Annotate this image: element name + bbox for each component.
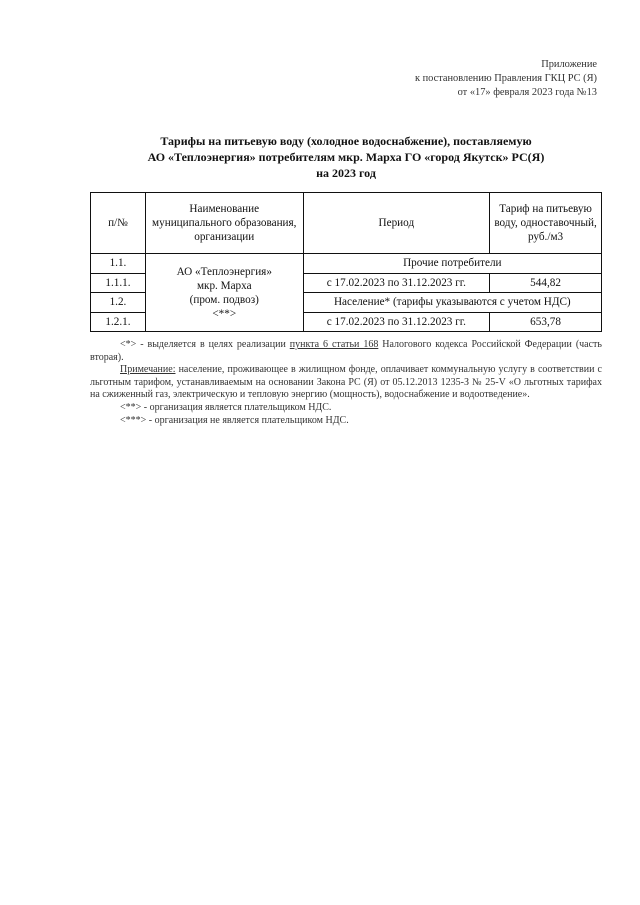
row-num: 1.2.1. [91,312,146,332]
appendix-line-3: от «17» февраля 2023 года №13 [457,87,597,98]
header-tariff: Тариф на питьевую воду, одноставочный, руб./м3 [490,193,602,254]
appendix-header [415,58,597,100]
footnote-vat-allocation [90,339,602,364]
footnote-text: <*> - выделяется в целях реализации [120,339,290,350]
footnote-non-vat-payer: <***> - организация не является плательщиком НДС. [120,414,349,426]
row-tariff: 544,82 [490,273,602,293]
footnotes [90,339,602,427]
org-name: АО «Теплоэнергия» [176,265,272,278]
title-line-3: на 2023 год [316,166,376,180]
row-period: с 17.02.2023 по 31.12.2023 гг. [303,273,489,293]
remark-label: Примечание: [120,364,176,376]
org-footnote-mark: <**> [212,307,237,320]
row-num: 1.1. [91,254,146,274]
section-label: Население* (тарифы указываются с учетом НДС) [303,293,601,313]
org-cell [145,254,303,332]
header-period: Период [303,193,489,254]
title-line-1: Тарифы на питьевую воду (холодное водоснабжение), поставляемую [160,134,532,148]
table-header-row [91,193,602,254]
row-tariff: 653,78 [490,312,602,332]
table-row [91,254,602,274]
tariff-table [90,192,602,332]
section-label: Прочие потребители [303,254,601,274]
org-delivery: (пром. подвоз) [189,293,259,306]
title-line-2: АО «Теплоэнергия» потребителям мкр. Марха ГО «город Якутск» РС(Я) [147,150,545,164]
appendix-line-1: Приложение [541,59,597,70]
row-num: 1.2. [91,293,146,313]
row-num: 1.1.1. [91,273,146,293]
org-district: мкр. Марха [196,279,252,292]
tax-code-link[interactable]: пункта 6 статьи 168 [289,339,379,350]
footnote-vat-payer: <**> - организация является плательщиком НДС. [120,401,332,413]
header-org: Наименование муниципального образования, организации [145,193,303,254]
row-period: с 17.02.2023 по 31.12.2023 гг. [303,312,489,332]
header-num: п/№ [91,193,146,254]
remark-text: население, проживающее в жилищном фонде, оплачивает коммунальную услугу в соответствии с льготным тарифом, устанавливаемым на основании Закона РС (Я) от 05.12.2013 1235-З № 25-V «О льготных тарифах на сжиженный газ, электрическую и тепловую энергию (мощность), водоснабжение и водоотведение». [90,364,602,401]
footnote-text: Налогового кодекса Российской Федерации (часть вторая). [90,339,602,363]
document-title [90,133,602,181]
appendix-line-2: к постановлению Правления ГКЦ РС (Я) [414,73,597,84]
footnote-remark [90,364,602,402]
